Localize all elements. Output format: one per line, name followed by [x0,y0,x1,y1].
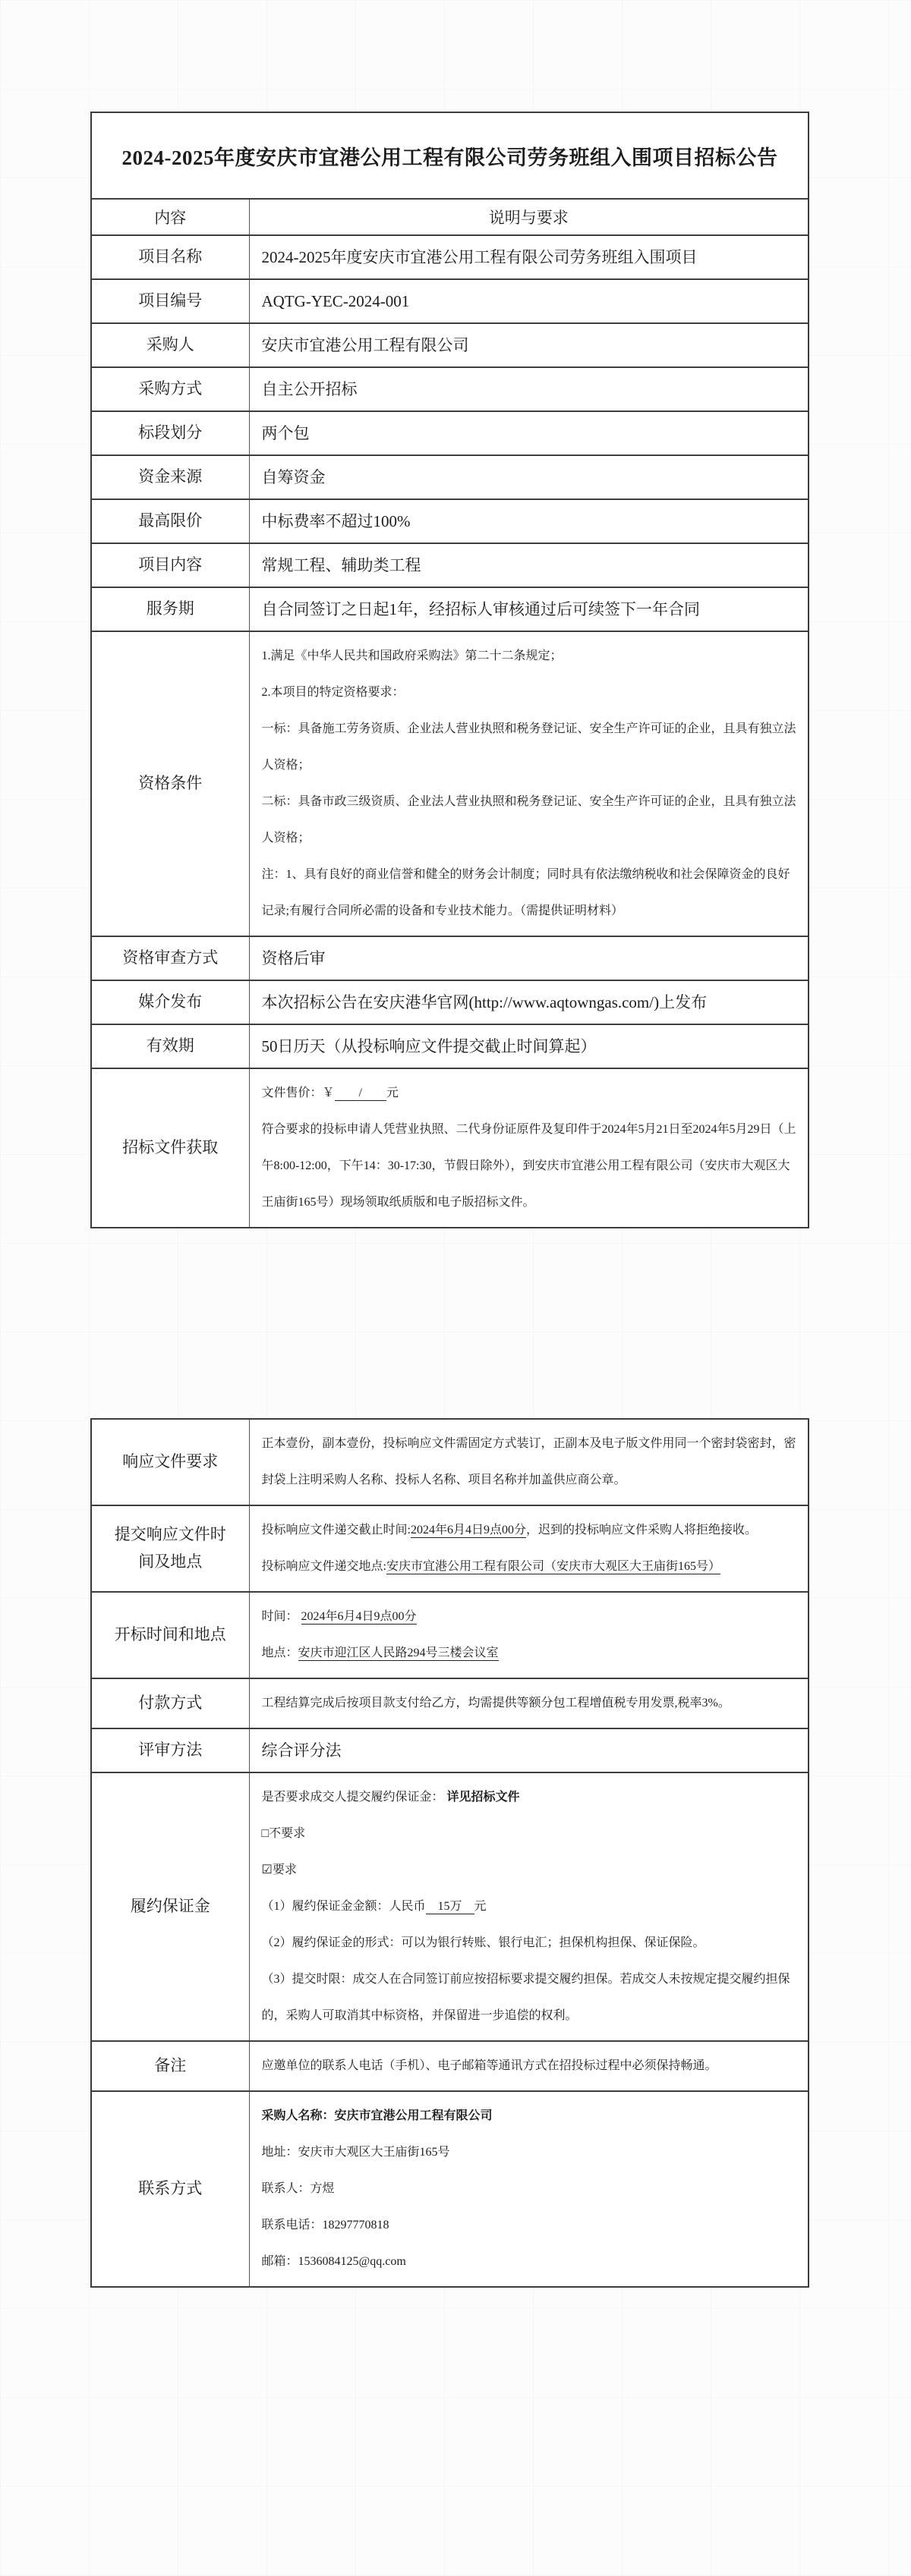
submission-place-line [262,1549,798,1585]
row-label: 标段划分 [91,411,249,455]
table-row-document-acquisition [91,1068,809,1228]
page-break-gap [90,1228,809,1418]
row-label: 招标文件获取 [91,1068,249,1228]
table-row-remarks [91,2041,809,2091]
row-label: 资金来源 [91,455,249,499]
table-row-project-content [91,543,809,587]
place-value: 安庆市迎江区人民路294号三楼会议室 [298,1647,499,1659]
row-value: 中标费率不超过100% [249,499,809,543]
header-requirement-label: 说明与要求 [249,199,809,235]
table-row-payment-method [91,1678,809,1728]
announcement-table [90,112,809,1228]
page-title: 2024-2025年度安庆市宜港公用工程有限公司劳务班组入围项目招标公告 [91,112,809,199]
row-label: 资格审查方式 [91,936,249,980]
price-suffix: 元 [386,1087,399,1099]
row-label: 采购方式 [91,367,249,411]
tender-announcement-document [90,112,809,2288]
submission-deadline-line [262,1512,798,1549]
place-prefix: 地点： [261,1647,298,1659]
document-acquisition-paragraph: 符合要求的投标申请人凭营业执照、二代身份证原件及复印件于2024年5月21日至2024年5月29日（上午8:00-12:00，下午14：30-17:30，节假日除外），到安庆市宜港公用工程有限公司（安庆市大观区大王庙街165号）现场领取纸质版和电子版招标文件。 [261,1123,796,1209]
table-row-service-period [91,587,809,631]
table-row-purchaser [91,323,809,367]
bond-deadline-line: （3）提交时限：成交人在合同签订前应按招标要求提交履约担保。若成交人未按规定提交履约担保的，采购人可取消其中标资格，并保留进一步追偿的权利。 [261,1973,790,2022]
row-value: 应邀单位的联系人电话（手机）、电子邮箱等通讯方式在招投标过程中必须保持畅通。 [249,2041,809,2091]
header-content-label: 内容 [91,199,249,235]
table-row-qualification [91,631,809,936]
row-value: 自主公开招标 [249,367,809,411]
contact-content [249,2091,809,2287]
row-label: 采购人 [91,323,249,367]
table-row-lot-division [91,411,809,455]
row-label-line: 间及地点 [138,1552,203,1571]
row-label: 联系方式 [91,2091,249,2287]
row-label: 项目编号 [91,279,249,323]
row-value: 常规工程、辅助类工程 [249,543,809,587]
row-value: 安庆市宜港公用工程有限公司 [249,323,809,367]
row-label: 评审方法 [91,1728,249,1772]
row-label: 履约保证金 [91,1772,249,2041]
time-prefix: 时间： [261,1610,298,1623]
row-label: 开标时间和地点 [91,1592,249,1678]
place-prefix: 投标响应文件递交地点: [261,1560,386,1573]
row-value: 2024-2025年度安庆市宜港公用工程有限公司劳务班组入围项目 [249,235,809,279]
bond-option-yes-line [262,1852,798,1889]
row-value: 资格后审 [249,936,809,980]
table-row-qualification-review [91,936,809,980]
row-label: 有效期 [91,1024,249,1068]
bid-opening-content [249,1592,809,1678]
table-row-max-price [91,499,809,543]
bond-question-line [262,1779,798,1816]
row-value: 正本壹份，副本壹份，投标响应文件需固定方式装订，正副本及电子版文件用同一个密封袋密封，密封袋上注明采购人名称、投标人名称、项目名称并加盖供应商公章。 [249,1419,809,1505]
time-value: 2024年6月4日9点00分 [301,1610,417,1623]
qualification-line: 2.本项目的特定资格要求： [261,686,405,699]
row-label: 媒介发布 [91,980,249,1024]
row-label-line: 提交响应文件时 [114,1525,226,1544]
row-label: 最高限价 [91,499,249,543]
row-label: 备注 [91,2041,249,2091]
checkbox-unchecked-icon: □ [261,1827,270,1840]
table-row-submission-time-place [91,1505,809,1592]
table-row-project-name [91,235,809,279]
table-row-performance-bond [91,1772,809,2041]
document-price-line [262,1075,798,1112]
bond-option-no-line [262,1816,798,1852]
contact-purchaser-name: 采购人名称：安庆市宜港公用工程有限公司 [261,2109,493,2122]
checkbox-checked-icon: ☑ [261,1864,273,1876]
bond-amount-value: 15万 [425,1900,474,1913]
bond-option-yes-label: 要求 [272,1864,297,1876]
row-value: 自筹资金 [249,455,809,499]
row-value: 本次招标公告在安庆港华官网(http://www.aqtowngas.com/)上发布 [249,980,809,1024]
row-label: 资格条件 [91,631,249,936]
qualification-content [249,631,809,936]
row-value: 两个包 [249,411,809,455]
qualification-line: 二标：具备市政三级资质、企业法人营业执照和税务登记证、安全生产许可证的企业，且具有独立法人资格； [261,795,796,845]
table-row-media-publish [91,980,809,1024]
price-prefix: 文件售价：￥ [261,1087,335,1099]
bond-question: 是否要求成交人提交履约保证金： [261,1791,444,1804]
opening-time-line [262,1599,798,1635]
bond-amount-prefix: （1）履约保证金金额：人民币 [261,1900,426,1913]
table-row-fund-source [91,455,809,499]
bond-amount-line [262,1889,798,1925]
bond-option-no-label: 不要求 [269,1827,306,1840]
row-label: 项目内容 [91,543,249,587]
document-acquisition-content [249,1068,809,1228]
table-row-project-number [91,279,809,323]
qualification-line: 一标：具备施工劳务资质、企业法人营业执照和税务登记证、安全生产许可证的企业，且具有独立法人资格； [261,722,796,772]
price-blank: / [334,1087,386,1099]
row-value: 工程结算完成后按项目款支付给乙方，均需提供等额分包工程增值税专用发票,税率3%。 [249,1678,809,1728]
submission-content [249,1505,809,1592]
deadline-value: 2024年6月4日9点00分 [410,1524,526,1536]
row-label: 项目名称 [91,235,249,279]
bond-form-line: （2）履约保证金的形式：可以为银行转账、银行电汇；担保机构担保、保证保险。 [261,1936,705,1949]
submission-table [90,1418,809,2288]
row-value: 综合评分法 [249,1728,809,1772]
table-row-response-requirements [91,1419,809,1505]
contact-address: 地址：安庆市大观区大王庙街165号 [261,2146,450,2159]
table-row-procurement-method [91,367,809,411]
deadline-prefix: 投标响应文件递交截止时间: [261,1524,411,1536]
row-value: AQTG-YEC-2024-001 [249,279,809,323]
row-value: 自合同签订之日起1年，经招标人审核通过后可续签下一年合同 [249,587,809,631]
bond-question-answer: 详见招标文件 [446,1791,520,1804]
opening-place-line [262,1635,798,1672]
contact-email: 邮箱：1536084125@qq.com [261,2255,406,2268]
row-label: 响应文件要求 [91,1419,249,1505]
deadline-suffix: ，迟到的投标响应文件采购人将拒绝接收。 [525,1524,757,1536]
title-row [91,112,809,199]
table-row-review-method [91,1728,809,1772]
qualification-line: 注：1、具有良好的商业信誉和健全的财务会计制度；同时具有依法缴纳税收和社会保障资金的良好记录;有履行合同所必需的设备和专业技术能力。（需提供证明材料） [261,868,790,917]
performance-bond-content [249,1772,809,2041]
table-row-contact-info [91,2091,809,2287]
table-row-validity-period [91,1024,809,1068]
contact-phone: 联系电话：18297770818 [261,2219,389,2232]
contact-person: 联系人：方煜 [261,2182,335,2195]
place-value: 安庆市宜港公用工程有限公司（安庆市大观区大王庙街165号） [386,1560,720,1573]
header-row [91,199,809,235]
bond-amount-suffix: 元 [474,1900,487,1913]
row-label: 服务期 [91,587,249,631]
row-label [91,1505,249,1592]
row-label: 付款方式 [91,1678,249,1728]
table-row-bid-opening [91,1592,809,1678]
row-value: 50日历天（从投标响应文件提交截止时间算起） [249,1024,809,1068]
qualification-line: 1.满足《中华人民共和国政府采购法》第二十二条规定； [261,650,563,662]
